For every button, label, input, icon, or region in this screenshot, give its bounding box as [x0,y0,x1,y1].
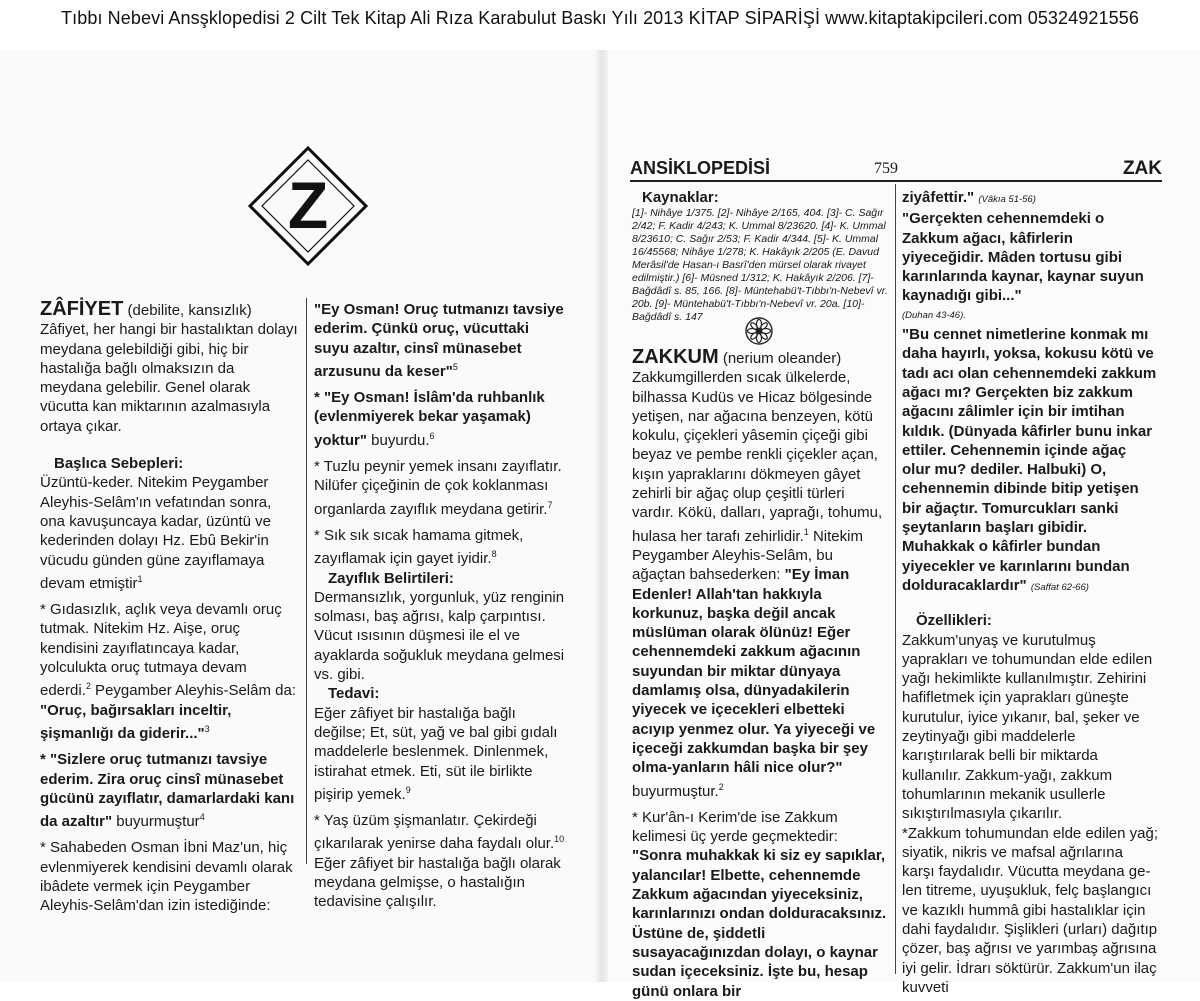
column-divider-left [306,298,307,864]
footnote-ref-2: 2 [85,681,91,692]
quran-quote-3: "Bu cennet nimetlerine konmak mı daha hayırlı, yoksa, kokusu kötü ve tadı acı olan cehennemdeki zakkum ağacı mı? Gerçekten biz zakkum ağacını zâlimler için bir imtihan kıldık. (Dünyada kâfirler bunu inkar ettiler. Cehennemin içinde ağaç olur mu? dediler. Halbuki) O, cehennemin dibinde bitip yetişen bir ağaçtır. Tomurcukları sanki şeytanların başları gibidir. Muhakkak o kâfirler bundan yiyecekler ve karınlarını bundan dolduracaklardır" [902,326,1157,594]
column-3-body [632,348,888,1001]
final-paragraph: Eğer zâfiyet bir hastalığa bağlı olarak meydana gelmişse, o hastalığın tedavisine çalışılır. [314,854,561,911]
zakkum-hadith-tail: buyurmuştur. [632,782,719,800]
zakkum-intro-cont: Nitekim Peygamber Aleyhis-Selâm, bu ağaçtan bahsederken: [632,527,863,584]
entry-title-zakkum: ZAKKUM [632,346,719,368]
right-page-header [630,158,1162,180]
header-section: ZAK [1122,158,1162,179]
cause-2-cont: Peygamber Aleyhis-Selâm da: [90,682,296,700]
zakkum-intro: Zakkumgillerden sıcak ülkelerde, bilhassa Kudüs ve Hicaz bölgesinde yetişen, nar ağacına benzeyen, kötü kokulu, çiçekleri yâsemin çiçeği gibi beyaz ve pembe renkli çiçekler açan, kışın yapraklarını dökmeyen gâyet zehirli bir ağaç olup çeşitli türleri vardır. Kökü, dalları, yaprağı, tohumu, hulasa her tarafı zehirlidir. [632,369,883,545]
entry-note-zakkum: (nerium oleander) [722,350,842,367]
hadith-quote-3: "Ey Osman! Oruç tutmanızı tavsiye ederim. Çünkü oruç, vücuttaki suyu azaltır, cinsî münasebet arzusunu da keser" [314,301,564,380]
sources-heading: Kaynaklar: [642,189,719,206]
book-gutter [596,50,608,982]
quran-ref-1: (Vâkıa 51-56) [978,194,1036,205]
footnote-ref-3: 3 [204,723,210,734]
footnote-ref-8: 8 [491,549,497,560]
treatment-heading: Tedavi: [328,685,380,703]
features-heading: Özellikleri: [916,612,992,630]
column-divider-right [895,184,896,974]
footnote-ref-4: 4 [199,812,205,823]
quran-quote-1: "Sonra muhakkak ki siz ey sapıklar, yalancılar! Elbette, cehennemde Zakkum ağacından yiyeceksiniz, karınlarınızı ondan dolduracaksınız. Üstüne de, şiddetli susayacağınızdan dolayı, o kaynar sudan içeceksiniz. İşte bu, hesap günü onlara bir [632,847,887,1000]
cause-1: Üzüntü-keder. Nitekim Peygamber Aleyhis-Selâm'ın vefatından sonra, ona kavuşuncaya kadar, üzüntü ve kederinden dolayı Hz. Ebû Bekir'in vücudu günden güne zayıflamaya devam etmiştir [40,474,272,592]
flower-ornament-icon [744,316,774,346]
entry-title-zafiyet: ZÂFİYET [40,298,124,320]
symptoms-heading: Zayıflık Belirtileri: [328,569,454,587]
zakkum-footnote-ref-2: 2 [718,781,724,792]
bath-paragraph: * Sık sık sıcak hamama gitmek, zayıflamak için gayet iyidir. [314,526,524,568]
letter-z-logo [248,146,368,266]
footnote-ref-5: 5 [452,361,458,372]
sources-list: [1]- Nihâye 1/375. [2]- Nihâye 2/165, 404. [3]- C. Sağır 2/42; F. Kadir 4/243; K. Ummal 8/23620. [4]- K. Ummal 8/23610; C. Sağır 2/53; F. Kadir 4/344. [5]- K. Ummal 16/45568; Nihâye 1/278; K. Hakâyık 2/205 (E. Davud Merâsil'de Hasan-ı Basrî'den mürsel olarak rivayet edilmiştir.) [6]- Müsned 1/312; K. Hakâyık 2/206. [7]- Bağdâdî s. 85, 166. [8]- Müntehabü't-Tıbbı'n-Nebevî vr. 20b. [9]- Müntehabü't-Tıbbı'n-Nebevî vr. 20a. [10]- Bağdâdî s. 147 [632,207,888,324]
features-text-2: *Zakkum tohumundan elde edilen yağ; siyatik, nikris ve mafsal ağrılarına karşı faydalıdır. Vücutta meydana ge-len titreme, uyuşukluk, felç başlangıcı ve kazıklı hummâ gibi hastalıklar için dahi faydalıdır. Şişlikleri (urları) dağıtıp çözer, baş ağrısı ve yarımbaş ağrısına iyi gelir. İdrarı söktürür. Zakkum'un ilaç kuvveti [902,824,1158,996]
zakkum-footnote-ref-1: 1 [803,526,809,537]
footnote-ref-10: 10 [554,834,565,845]
zakkum-hadith-quote: "Ey İman Edenler! Allah'tan hakkıyla korkunuz, başka değil ancak müslüman olarak ölünüz! Eğer cehennemdeki zakkum ağacının suyundan bir miktar dünyaya damlamış olsa, dünyadakilerin yiyecek ve içecekleri elbetteki acıyıp yenmez olur. Ya yiyeceği ve içeceği zakkumdan başka bir şey olma-yanların hâli nice olur?" [632,566,876,777]
footnote-ref-1: 1 [137,573,143,584]
hadith-quote-2-tail: buyurmuştur [112,813,200,831]
book-scan [0,50,1200,1000]
hadith-quote-1: "Oruç, bağırsakları inceltir, şişmanlığı da giderir..." [40,701,232,742]
causes-heading: Başlıca Sebepleri: [54,455,184,473]
quran-ref-3: (Saffat 62-66) [1030,581,1089,593]
quran-intro: * Kur'ân-ı Kerim'de ise Zakkum kelimesi üç yerde geçmektedir: [632,808,838,846]
hadith-quote-2: * "Sizlere oruç tutmanızı tavsiye ederim. Zira oruç cinsî münasebet gücünü zayıflatır, damarlardaki kanı da azaltır" [40,751,295,831]
hadith-quote-4: * "Ey Osman! İslâm'da ruhbanlık (evlenmiyerek bekar yaşamak) yoktur" [314,389,545,449]
treatment-text: Eğer zâfiyet bir hastalığa bağlı değilse; Et, süt, yağ ve bal gibi gıdalı maddelerle beslenmek. Dinlenmek, istirahat etmek. Eti, süt ile birlikte pişirip yemek. [314,704,558,803]
footnote-ref-6: 6 [429,430,435,441]
grape-paragraph: * Yaş üzüm şişmanlatır. Çekirdeği çıkarılarak yenirse daha faydalı olur. [314,812,555,853]
osman-paragraph: * Sahabeden Osman İbni Maz'un, hiç evlenmiyerek kendisini devamlı olarak ibâdete vermek için Peygamber Aleyhis-Selâm'dan izin istediğinde: [40,839,293,915]
quran-quote-2: "Gerçekten cehennemdeki o Zakkum ağacı, kâfirlerin yiyeceğidir. Mâden tortusu gibi karınlarında kaynar, kaynar suyun kaynadığı gibi..." [902,210,1144,305]
column-2 [314,300,568,912]
header-rule [630,180,1162,182]
entry-note-zafiyet: (debilite, kansızlık) [127,302,252,319]
features-text-1: Zakkum'unyaş ve kurutulmuş yaprakları ve tohumundan elde edilen yağı hekimlikte kullanılmıştır. Zehirini hafifletmek için yaprakları güneşte kurutulur, iyice yıkanır, bal, şeker ve zeytinyağı gibi maddelerle karıştırılarak belli bir miktarda kullanılır. Zakkum-yağı, zakkum tohumlarının mekanik usullerle sıkıştırılmasıyla çıkarılır. [902,631,1153,823]
zafiyet-intro: Zâfiyet, her hangi bir hastalıktan dolayı meydana gelebildiği gibi, hiç bir hastalığa bağlı olmaksızın da meydana gelebilir. Genel olarak vücutta kan miktarının azalmasıyla ortaya çıkar. [40,321,298,435]
quran-ref-2: (Duhan 43-46). [902,309,966,321]
symptoms-text: Dermansızlık, yorgunluk, yüz renginin solması, baş ağrısı, kalp çarpıntısı. Vücut ısısının düşmesi ile el ve ayaklarda soğukluk meydana gelmesi vs. gibi. [314,588,565,684]
footnote-ref-9: 9 [405,784,411,795]
footnote-ref-7: 7 [547,499,553,510]
quran-quote-1-end: ziyâfettir." [902,189,975,206]
cause-2: * Gıdasızlık, açlık veya devamlı oruç tutmak. Nitekim Hz. Aişe, oruç kendisini zayıflatıncaya kadar, yolculukta oruç tutmaya devam ederdi. [40,601,282,700]
cheese-paragraph: * Tuzlu peynir yemek insanı zayıflatır. Nilüfer çiçeğinin de çok koklanması organlarda zayıflık meydana getirir. [314,458,562,518]
hadith-quote-4-tail: buyurdu. [366,431,430,449]
column-4 [902,188,1158,997]
page-number: 759 [874,160,898,177]
column-1 [40,300,298,916]
header-title: ANSİKLOPEDİSİ [630,158,771,178]
page-banner: Tıbbı Nebevi Ansşklopedisi 2 Cilt Tek Kitap Ali Rıza Karabulut Baskı Yılı 2013 KİTAP SİPARİŞİ www.kitaptakipcileri.com 05324921556 [61,8,1139,28]
logo-letter: Z [287,168,329,242]
column-3 [632,188,888,324]
